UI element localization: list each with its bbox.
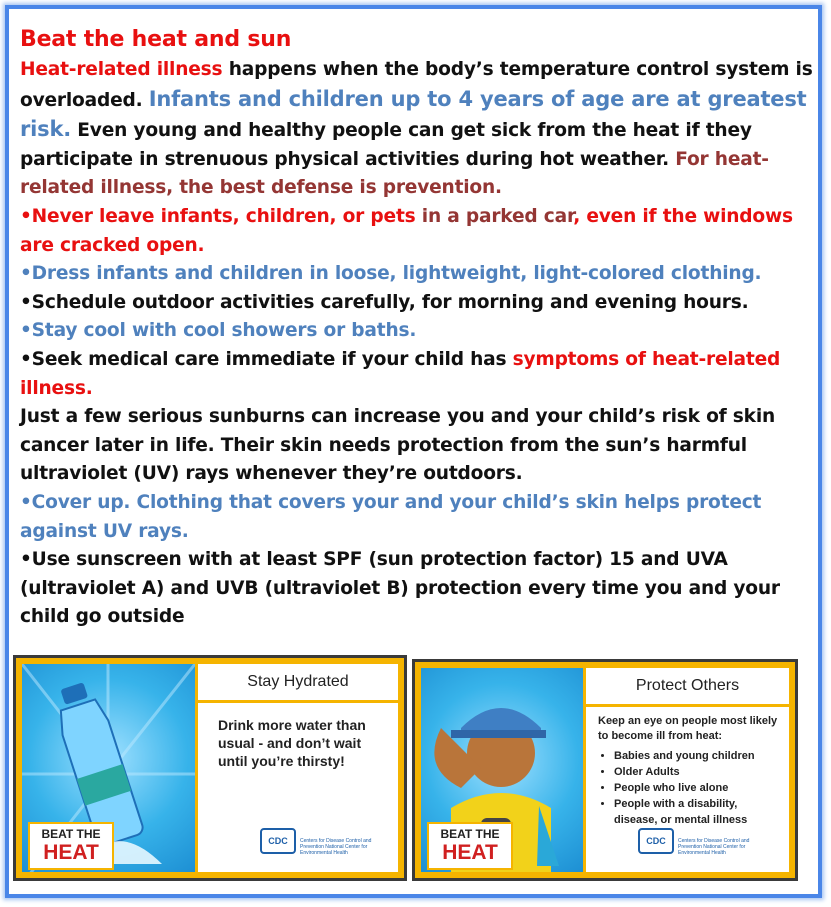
list-item: • People with a disability, disease, or mental illness	[614, 796, 779, 828]
badge-line-1: BEAT THE	[41, 827, 101, 841]
protect-title: Protect Others	[586, 668, 789, 707]
protect-panel	[586, 668, 789, 872]
card-frame	[415, 662, 795, 878]
protect-body	[598, 714, 779, 828]
cdc-org-text: Centers for Disease Control and Prevention National Center for Environmental Health	[300, 838, 372, 856]
protect-intro: Keep an eye on people most likely to become ill from heat:	[598, 715, 778, 742]
badge-line-2: HEAT	[442, 841, 498, 864]
protect-others-card	[412, 659, 798, 881]
hydrated-panel	[198, 664, 398, 872]
hydrated-title: Stay Hydrated	[198, 664, 398, 703]
bullet-clothing: •Dress infants and children in loose, lightweight, light-colored clothing.	[20, 263, 762, 285]
bullet-cover-up: •Cover up. Clothing that covers your and your child’s skin helps protect against UV rays.	[20, 491, 762, 542]
bullet-parked-car-c: , even if the windows are cracked open.	[20, 205, 793, 256]
bullet-parked-car-a: •Never leave infants, children, or pets	[20, 205, 422, 227]
cdc-org-text: Centers for Disease Control and Prevention National Center for Environmental Health	[678, 838, 750, 856]
bullet-stay-cool: •Stay cool with cool showers or baths.	[20, 320, 417, 342]
heat-illness-term: Heat-related illness	[20, 59, 223, 80]
page-title: Beat the heat and sun	[20, 27, 292, 52]
cdc-logo: CDC	[260, 828, 296, 854]
badge-line-1: BEAT THE	[440, 827, 500, 841]
hydrated-text: Drink more water than usual - and don’t wait until you’re thirsty!	[218, 717, 366, 769]
bullet-schedule: •Schedule outdoor activities carefully, for morning and evening hours.	[20, 291, 749, 313]
list-item: • Older Adults	[614, 764, 779, 780]
list-item: • People who live alone	[614, 780, 779, 796]
card-frame	[16, 658, 404, 878]
bullet-parked-car-b: in a parked car	[421, 205, 574, 227]
protect-list	[598, 748, 779, 828]
stay-hydrated-card	[13, 655, 407, 881]
beat-the-heat-badge	[28, 822, 114, 870]
bullet-medical-care-a: •Seek medical care immediate if your child has	[20, 348, 513, 370]
intro-text-2: Even young and healthy people can get sick from the heat if they participate in strenuous physical activities during hot weather.	[20, 120, 752, 170]
article	[20, 26, 820, 632]
badge-line-2: HEAT	[43, 841, 99, 864]
bullet-medical-care	[20, 346, 820, 403]
beat-the-heat-badge	[427, 822, 513, 870]
symptoms-link-text: symptoms of heat-related illness.	[20, 348, 781, 399]
prevention-statement: For heat-related illness, the best defense is prevention.	[20, 148, 769, 199]
bullet-parked-car	[20, 203, 820, 260]
sunburn-paragraph: Just a few serious sunburns can increase you and your child’s risk of skin cancer later in life. Their skin needs protection from the sun’s harmful ultraviolet (UV) rays whenever they’re outdoors.	[20, 406, 776, 485]
intro-text: happens when the body’s temperature control system is overloaded.	[20, 59, 813, 111]
bullet-sunscreen: •Use sunscreen with at least SPF (sun protection factor) 15 and UVA (ultraviolet A) and UVB (ultraviolet B) protection every time you and your child go outside	[20, 549, 780, 628]
cdc-logo: CDC	[638, 828, 674, 854]
list-item: • Babies and young children	[614, 748, 779, 764]
intro-paragraph	[20, 56, 820, 203]
risk-statement: Infants and children up to 4 years of age are at greatest risk.	[20, 86, 807, 142]
